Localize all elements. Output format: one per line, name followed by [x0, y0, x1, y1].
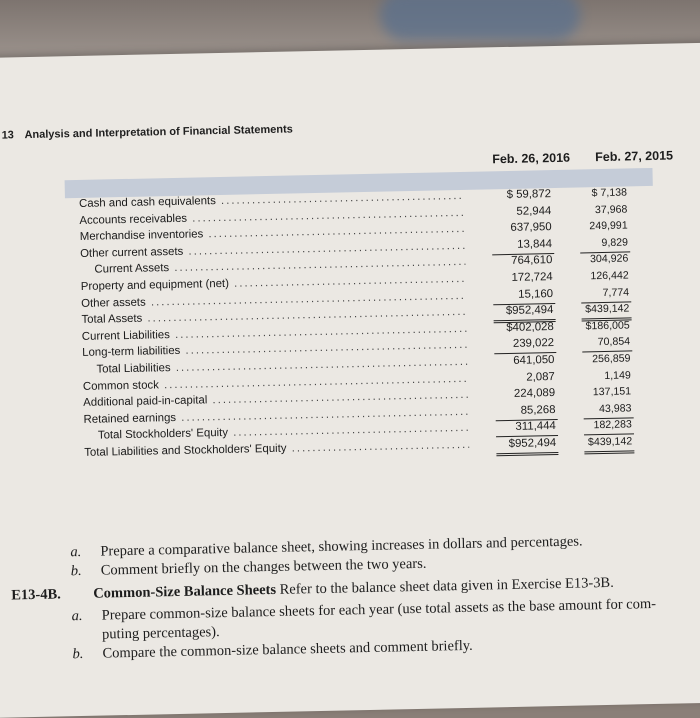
- textbook-page: [0, 42, 700, 718]
- question-letter: a.: [70, 543, 82, 561]
- chapter-number: 13: [1, 129, 15, 142]
- exercise-questions: [10, 530, 700, 666]
- row-label: Accounts receivables .....: [79, 206, 464, 226]
- total-double-rule: [496, 452, 558, 456]
- row-label: Other current assets .....: [80, 240, 465, 260]
- row-label: Total Assets .....: [81, 306, 466, 326]
- column-header-2016: Feb. 26, 2016: [492, 150, 571, 167]
- value-2015: 1,149: [604, 368, 631, 382]
- question-text: puting percentages).: [101, 624, 220, 643]
- row-label: Merchandise inventories .....: [80, 223, 465, 243]
- value-2015: 126,442: [590, 269, 629, 283]
- row-label: Other assets .....: [81, 289, 466, 309]
- value-2015: 304,926: [589, 252, 629, 266]
- value-2015: $439,142: [585, 302, 630, 316]
- value-2016: 641,050: [513, 353, 555, 367]
- exercise-instructions: Refer to the balance sheet data given in Exercise E13-3B.: [279, 574, 614, 598]
- row-label: Additional paid-in-capital .....: [83, 389, 468, 409]
- value-2016: $952,494: [505, 304, 554, 318]
- row-label: Current Assets .....: [80, 256, 465, 276]
- value-2015: 182,283: [593, 418, 632, 432]
- balance-sheet-table: [79, 186, 662, 464]
- value-2015: $186,005: [585, 319, 630, 333]
- question-text: Compare the common-size balance sheets and comment briefly.: [102, 637, 473, 662]
- value-2015: $439,142: [587, 435, 633, 449]
- chapter-header: [2, 123, 293, 141]
- question-text: Prepare common-size balance sheets for each year (use total assets as the base amount for com-: [101, 595, 657, 624]
- value-2015: 9,829: [601, 236, 629, 249]
- background-object: [380, 0, 580, 40]
- value-2016: 15,160: [518, 287, 554, 301]
- value-2016: 239,022: [512, 337, 555, 351]
- value-2016: 85,268: [520, 403, 556, 417]
- value-2015: 249,991: [589, 219, 628, 233]
- question-text: Comment briefly on the changes between the two years.: [100, 555, 427, 579]
- value-2016: $ 59,872: [506, 188, 552, 201]
- row-label: Cash and cash equivalents .....: [79, 190, 464, 210]
- value-2016: 52,944: [516, 204, 552, 218]
- column-header-2015: Feb. 27, 2015: [595, 148, 674, 165]
- total-double-rule: [584, 450, 634, 454]
- row-label: Total Stockholders' Equity .....: [84, 422, 469, 442]
- value-2016: 637,950: [510, 221, 552, 235]
- value-2015: 256,859: [592, 352, 631, 366]
- value-2016: 764,610: [511, 254, 553, 268]
- question-letter: a.: [71, 607, 83, 625]
- value-2016: $402,028: [506, 320, 554, 334]
- question-text: Prepare a comparative balance sheet, showing increases in dollars and percentages.: [100, 533, 583, 560]
- row-label: Current Liabilities .....: [82, 323, 467, 343]
- value-2016: 172,724: [511, 271, 553, 284]
- value-2015: 70,854: [597, 335, 631, 349]
- value-2016: 224,089: [513, 387, 556, 401]
- value-2015: $ 7,138: [591, 186, 628, 200]
- value-2015: 43,983: [598, 402, 632, 415]
- value-2016: 2,087: [526, 370, 555, 384]
- value-2015: 137,151: [592, 385, 632, 399]
- value-2016: $952,494: [508, 436, 557, 450]
- value-2016: 13,844: [517, 237, 553, 251]
- row-label: Retained earnings .....: [83, 406, 468, 426]
- row-label: Total Liabilities and Stockholders' Equity .....: [84, 439, 469, 459]
- question-letter: b.: [70, 562, 82, 580]
- value-2015: 7,774: [602, 286, 630, 299]
- row-label: Long-term liabilities .....: [82, 339, 467, 359]
- row-label: Common stock .....: [83, 372, 468, 392]
- row-label: Total Liabilities .....: [82, 356, 467, 376]
- row-label: Property and equipment (net) .....: [81, 273, 466, 293]
- exercise-code: E13-4B.: [11, 586, 61, 604]
- chapter-title: Analysis and Interpretation of Financial Statements: [24, 123, 293, 142]
- value-2016: 311,444: [515, 420, 556, 434]
- value-2015: 37,968: [594, 203, 628, 216]
- question-letter: b.: [72, 645, 84, 663]
- exercise-title: Common-Size Balance Sheets: [93, 581, 277, 602]
